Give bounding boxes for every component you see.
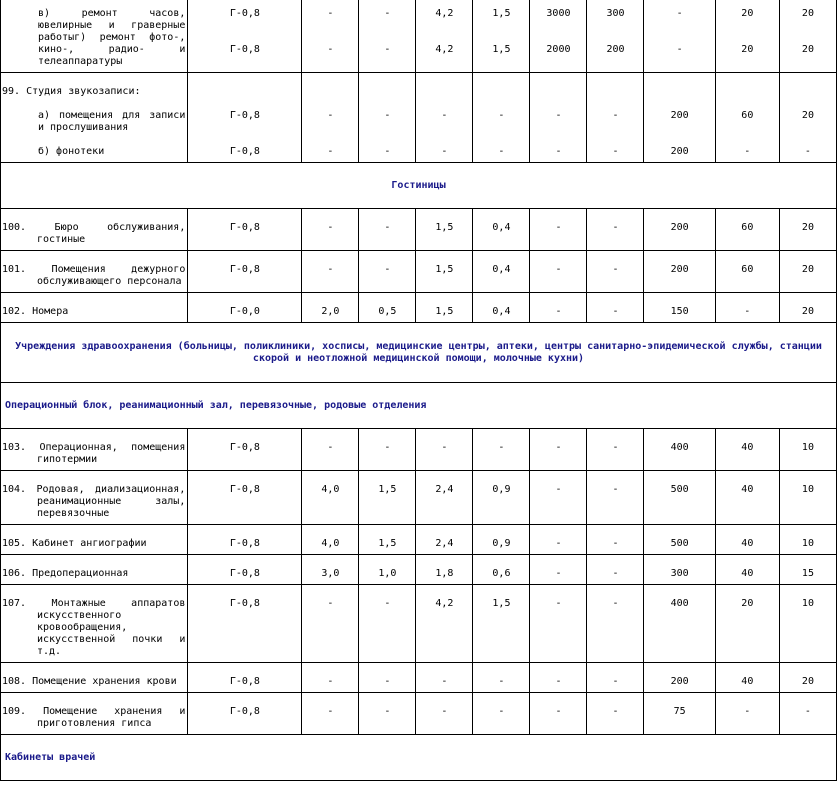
cell-value: 4,2 — [435, 44, 454, 55]
value-cell — [715, 73, 779, 163]
value-cell: - — [302, 251, 359, 293]
cell-value: - — [612, 146, 619, 157]
value-cell: - — [587, 693, 644, 735]
value-cell: 0,4 — [473, 209, 530, 251]
value-cell — [473, 0, 530, 73]
value-cell: 4,2 — [416, 585, 473, 663]
table-row — [1, 693, 837, 735]
value-cell: - — [715, 293, 779, 323]
value-cell: 0,6 — [473, 555, 530, 585]
value-cell: 150 — [644, 293, 715, 323]
row-number: 99. — [2, 86, 21, 97]
section-title: Кабинеты врачей — [1, 735, 837, 781]
table-row — [1, 293, 837, 323]
row-name-cell — [1, 663, 188, 693]
value-cell: - — [416, 693, 473, 735]
value-cell: Г-0,8 — [188, 585, 302, 663]
value-cell: 0,4 — [473, 251, 530, 293]
value-cell: 2,4 — [416, 525, 473, 555]
value-cell: - — [530, 525, 587, 555]
value-cell: - — [779, 693, 836, 735]
section-row — [1, 163, 837, 209]
value-cell — [188, 0, 302, 73]
cell-value: - — [498, 110, 505, 121]
cell-value: Г-0,8 — [229, 110, 260, 121]
value-cell: - — [302, 209, 359, 251]
value-cell — [473, 73, 530, 163]
value-cell: - — [530, 585, 587, 663]
table-row — [1, 555, 837, 585]
value-cell: 40 — [715, 663, 779, 693]
value-cell: Г-0,8 — [188, 471, 302, 525]
value-cell: 40 — [715, 471, 779, 525]
row-name-cell — [1, 293, 188, 323]
row-name-cell — [1, 471, 188, 525]
value-cell: - — [473, 429, 530, 471]
value-cell — [715, 0, 779, 73]
table-row — [1, 585, 837, 663]
cell-value: Г-0,8 — [229, 8, 260, 19]
section-title: Гостиницы — [1, 163, 837, 209]
value-cell: Г-0,8 — [188, 555, 302, 585]
value-cell — [644, 73, 715, 163]
value-cell: 1,5 — [473, 585, 530, 663]
value-cell: 1,5 — [359, 525, 416, 555]
value-cell: 10 — [779, 429, 836, 471]
value-cell: - — [359, 251, 416, 293]
value-cell: - — [587, 293, 644, 323]
cell-value: - — [555, 110, 562, 121]
value-cell: - — [587, 209, 644, 251]
row-name-cell — [1, 525, 188, 555]
value-cell: 10 — [779, 525, 836, 555]
value-cell: - — [715, 693, 779, 735]
cell-value: - — [676, 44, 683, 55]
value-cell: 0,9 — [473, 525, 530, 555]
cell-value: - — [804, 146, 811, 157]
value-cell — [416, 73, 473, 163]
row-name-cell — [1, 585, 188, 663]
row-number: 101. — [2, 264, 27, 275]
row-number: 108. — [2, 676, 27, 687]
value-cell: 1,5 — [416, 209, 473, 251]
value-cell: Г-0,8 — [188, 429, 302, 471]
table-row — [1, 0, 837, 73]
row-number: 107. — [2, 598, 27, 609]
value-cell: 20 — [779, 209, 836, 251]
row-title: Помещение хранения и приготовления гипса — [37, 706, 186, 729]
cell-value: - — [327, 44, 334, 55]
cell-value: - — [327, 110, 334, 121]
value-cell: Г-0,8 — [188, 693, 302, 735]
value-cell: 20 — [715, 585, 779, 663]
value-cell: - — [530, 251, 587, 293]
cell-value: - — [384, 44, 391, 55]
cell-value: 4,2 — [435, 8, 454, 19]
value-cell: - — [473, 693, 530, 735]
value-cell: - — [359, 693, 416, 735]
value-cell: - — [473, 663, 530, 693]
section-row — [1, 735, 837, 781]
cell-value: - — [384, 110, 391, 121]
section-title: Учреждения здравоохранения (больницы, поликлиники, хосписы, медицинские центры, аптеки, центры санитарно-эпидемической службы, станции скорой и неотложной медицинской помощи, молочные кухни) — [1, 323, 837, 383]
row-name-cell — [1, 0, 188, 73]
row-number: 104. — [2, 484, 27, 495]
row-number: 100. — [2, 222, 27, 233]
value-cell: 2,4 — [416, 471, 473, 525]
value-cell: 4,0 — [302, 471, 359, 525]
value-cell: 60 — [715, 209, 779, 251]
section-title: Операционный блок, реанимационный зал, перевязочные, родовые отделения — [1, 383, 837, 429]
cell-value: 20 — [801, 110, 814, 121]
value-cell: 4,0 — [302, 525, 359, 555]
value-cell: 20 — [779, 293, 836, 323]
row-title: Кабинет ангиографии — [32, 538, 147, 549]
sub-item-name: г) ремонт фото-, кино-, радио- и телеаппаратуры — [38, 32, 186, 67]
value-cell: - — [587, 251, 644, 293]
value-cell: Г-0,8 — [188, 251, 302, 293]
value-cell: - — [587, 471, 644, 525]
row-number: 102. — [2, 306, 27, 317]
value-cell: 40 — [715, 555, 779, 585]
value-cell: - — [530, 209, 587, 251]
value-cell: 1,8 — [416, 555, 473, 585]
value-cell — [359, 73, 416, 163]
value-cell — [779, 0, 836, 73]
value-cell: - — [359, 585, 416, 663]
cell-value: - — [327, 146, 334, 157]
row-title: Номера — [32, 306, 69, 317]
cell-value: Г-0,8 — [229, 146, 260, 157]
row-title: Операционная, помещения гипотермии — [37, 442, 186, 465]
row-title: Предоперационная — [32, 568, 129, 579]
value-cell — [188, 73, 302, 163]
table-row — [1, 209, 837, 251]
value-cell — [530, 0, 587, 73]
value-cell: 2,0 — [302, 293, 359, 323]
cell-value: - — [555, 146, 562, 157]
value-cell: - — [359, 209, 416, 251]
value-cell — [302, 73, 359, 163]
cell-value: - — [327, 8, 334, 19]
cell-value: 20 — [801, 8, 814, 19]
value-cell: Г-0,0 — [188, 293, 302, 323]
value-cell: 0,9 — [473, 471, 530, 525]
value-cell: - — [587, 555, 644, 585]
cell-value: - — [498, 146, 505, 157]
row-name-cell — [1, 209, 188, 251]
value-cell: - — [587, 525, 644, 555]
table-row — [1, 251, 837, 293]
value-cell: 0,4 — [473, 293, 530, 323]
value-cell: 20 — [779, 663, 836, 693]
value-cell — [302, 0, 359, 73]
cell-value: - — [441, 110, 448, 121]
cell-value: 60 — [741, 110, 754, 121]
value-cell: - — [587, 429, 644, 471]
value-cell — [779, 73, 836, 163]
sub-item-name: а) помещения для записи и прослушивания — [38, 110, 186, 133]
cell-value: 20 — [741, 8, 754, 19]
cell-value: 2000 — [546, 44, 571, 55]
row-number: 103. — [2, 442, 27, 453]
row-title: Бюро обслуживания, гостиные — [37, 222, 186, 245]
cell-value: - — [612, 110, 619, 121]
value-cell: 500 — [644, 525, 715, 555]
row-title: Помещения дежурного обслуживающего персонала — [37, 264, 186, 287]
row-number: 106. — [2, 568, 27, 579]
value-cell: 1,5 — [359, 471, 416, 525]
cell-value: 20 — [741, 44, 754, 55]
value-cell — [644, 0, 715, 73]
value-cell: 15 — [779, 555, 836, 585]
value-cell: - — [302, 585, 359, 663]
value-cell: 40 — [715, 525, 779, 555]
value-cell: - — [530, 471, 587, 525]
value-cell: 1,5 — [416, 251, 473, 293]
value-cell: - — [359, 429, 416, 471]
row-title: Монтажные аппаратов искусственного кровообращения, искусственной почки и т.д. — [37, 598, 186, 657]
sub-item-name: в) ремонт часов, ювелирные и граверные работы — [38, 8, 186, 43]
row-name-cell — [1, 693, 188, 735]
cell-value: Г-0,8 — [229, 44, 260, 55]
value-cell: 20 — [779, 251, 836, 293]
cell-value: 1,5 — [492, 8, 511, 19]
value-cell: 1,0 — [359, 555, 416, 585]
row-title: Родовая, диализационная, реанимационные залы, перевязочные — [36, 484, 186, 519]
cell-value: - — [384, 8, 391, 19]
value-cell: - — [530, 293, 587, 323]
row-name-cell — [1, 555, 188, 585]
section-row — [1, 323, 837, 383]
cell-value: - — [384, 146, 391, 157]
sub-item-name: б) фонотеки — [38, 146, 105, 157]
cell-value: - — [744, 146, 751, 157]
cell-value: 200 — [670, 110, 689, 121]
value-cell: 40 — [715, 429, 779, 471]
section-row — [1, 383, 837, 429]
value-cell — [587, 0, 644, 73]
row-name-cell — [1, 429, 188, 471]
cell-value: - — [676, 8, 683, 19]
value-cell: Г-0,8 — [188, 663, 302, 693]
cell-value: 1,5 — [492, 44, 511, 55]
cell-value: 300 — [606, 8, 625, 19]
table-row — [1, 471, 837, 525]
value-cell: 75 — [644, 693, 715, 735]
value-cell: 300 — [644, 555, 715, 585]
value-cell: - — [416, 429, 473, 471]
value-cell — [587, 73, 644, 163]
value-cell: 0,5 — [359, 293, 416, 323]
value-cell: - — [530, 693, 587, 735]
value-cell: 10 — [779, 585, 836, 663]
value-cell: Г-0,8 — [188, 209, 302, 251]
value-cell: - — [302, 429, 359, 471]
cell-value: 200 — [606, 44, 625, 55]
value-cell: 10 — [779, 471, 836, 525]
value-cell: - — [587, 663, 644, 693]
value-cell: - — [302, 663, 359, 693]
value-cell: - — [359, 663, 416, 693]
cell-value: 20 — [801, 44, 814, 55]
row-number: 105. — [2, 538, 27, 549]
value-cell: 1,5 — [416, 293, 473, 323]
value-cell: - — [530, 555, 587, 585]
row-number: 109. — [2, 706, 27, 717]
table-row — [1, 525, 837, 555]
value-cell: 60 — [715, 251, 779, 293]
row-name-cell — [1, 73, 188, 163]
row-name-cell — [1, 251, 188, 293]
cell-value: - — [441, 146, 448, 157]
table-row — [1, 429, 837, 471]
value-cell: - — [530, 429, 587, 471]
value-cell: - — [587, 585, 644, 663]
table-row — [1, 73, 837, 163]
value-cell: 200 — [644, 209, 715, 251]
value-cell — [416, 0, 473, 73]
table-row — [1, 663, 837, 693]
value-cell — [530, 73, 587, 163]
row-title: Помещение хранения крови — [32, 676, 177, 687]
value-cell: 400 — [644, 585, 715, 663]
table-body — [1, 0, 837, 781]
cell-value: 3000 — [546, 8, 571, 19]
row-title: Студия звукозаписи: — [26, 86, 141, 97]
value-cell: 400 — [644, 429, 715, 471]
value-cell: Г-0,8 — [188, 525, 302, 555]
value-cell: - — [302, 693, 359, 735]
cell-value: 200 — [670, 146, 689, 157]
value-cell: - — [416, 663, 473, 693]
value-cell: 200 — [644, 251, 715, 293]
value-cell: 3,0 — [302, 555, 359, 585]
value-cell: 200 — [644, 663, 715, 693]
value-cell: - — [530, 663, 587, 693]
value-cell — [359, 0, 416, 73]
value-cell: 500 — [644, 471, 715, 525]
